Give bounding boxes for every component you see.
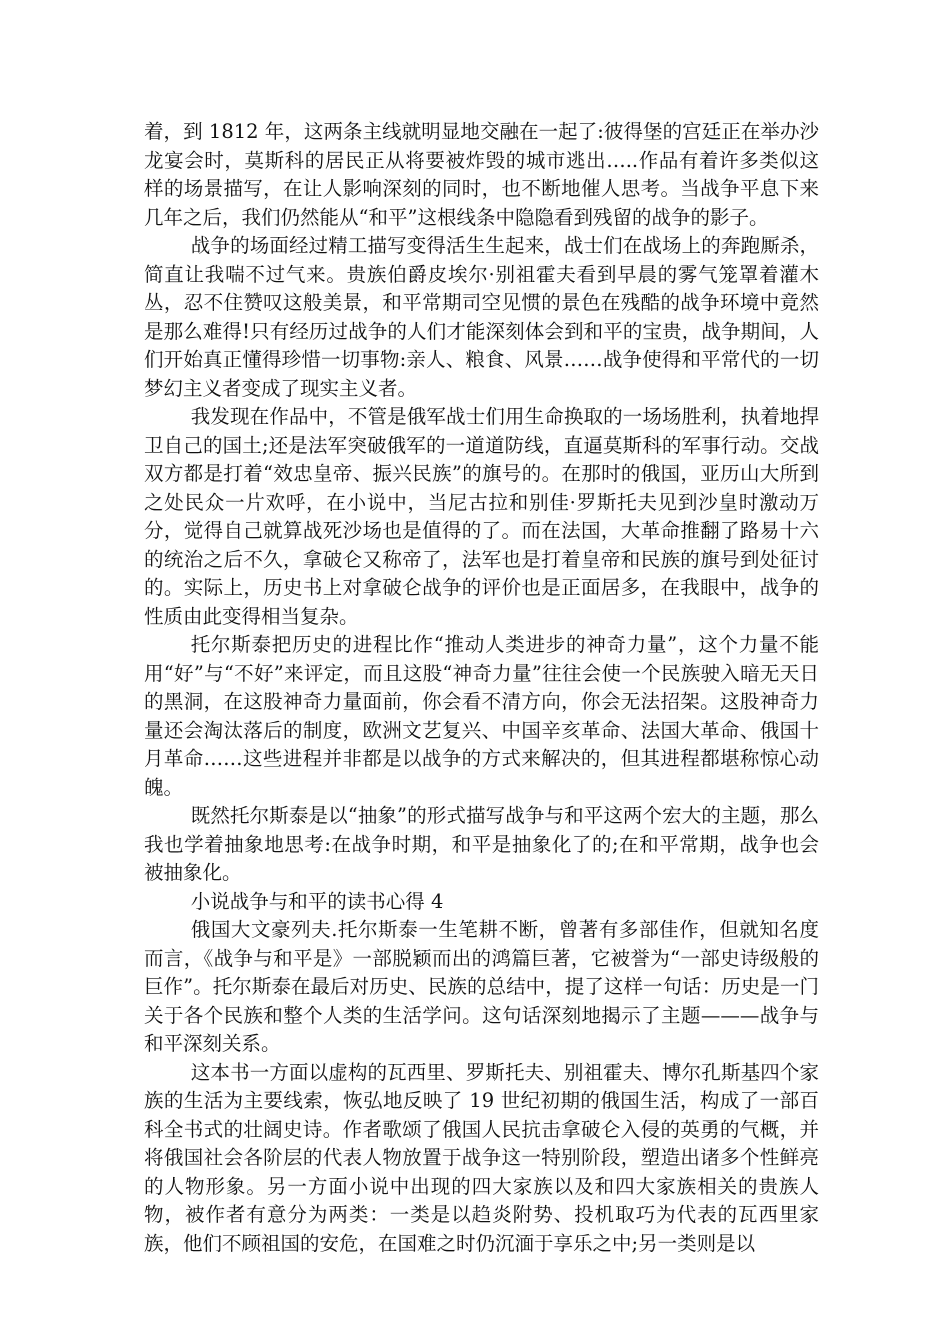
paragraph-abstract-thinking: 既然托尔斯泰是以“抽象”的形式描写战争与和平这两个宏大的主题，那么我也学着抽象地思考:在战争时期，和平是抽象化了的;在和平常期，战争也会被抽象化。 (144, 804, 819, 884)
paragraph-four-families: 这本书一方面以虚构的瓦西里、罗斯托夫、别祖霍夫、博尔孔斯基四个家族的生活为主要线索，恢弘地反映了 19 世纪初期的俄国生活，构成了一部百科全书式的壮阔史诗。作者歌颂了俄国人民抗击拿破仑入侵的英勇的气概，并将俄国社会各阶层的代表人物放置于战争这一特别阶段，塑造出诸多个性鲜亮的人物形象。另一方面小说中出现的四大家族以及和四大家族相关的贵族人物，被作者有意分为两类：一类是以趋炎附势、投机取巧为代表的瓦西里家族，他们不顾祖国的安危，在国难之时仍沉湎于享乐之中;另一类则是以 (144, 1060, 819, 1255)
paragraph-battle-scenes: 战争的场面经过精工描写变得活生生起来，战士们在战场上的奔跑厮杀，简直让我喘不过气来。贵族伯爵皮埃尔·别祖霍夫看到早晨的雾气笼罩着灌木丛，忍不住赞叹这般美景，和平常期司空见惯的景色在残酷的战争环境中竟然是那么难得!只有经历过战争的人们才能深刻体会到和平的宝贵，战争期间，人们开始真正懂得珍惜一切事物:亲人、粮食、风景……战争使得和平常代的一切梦幻主义者变成了现实主义者。 (144, 234, 819, 400)
paragraph-tolstoy-intro: 俄国大文豪列夫.托尔斯泰一生笔耕不断，曾著有多部佳作，但就知名度而言，《战争与和平是》一部脱颖而出的鸿篇巨著，它被誉为“一部史诗级般的巨作”。托尔斯泰在最后对历史、民族的总结中，提了这样一句话：历史是一门关于各个民族和整个人类的生活学问。这句话深刻地揭示了主题———战争与和平深刻关系。 (144, 918, 819, 1055)
section-heading: 小说战争与和平的读书心得 4 (190, 889, 444, 913)
paragraph-continuation: 着，到 1812 年，这两条主线就明显地交融在一起了:彼得堡的宫廷正在举办沙龙宴会时，莫斯科的居民正从将要被炸毁的城市逃出…..作品有着许多类似这样的场景描写，在让人影响深刻的同时，也不断地催人思考。当战争平息下来几年之后，我们仍然能从“和平”这根线条中隐隐看到残留的战争的影子。 (144, 120, 819, 229)
paragraph-history-force: 托尔斯泰把历史的进程比作“推动人类进步的神奇力量”，这个力量不能用“好”与“不好”来评定，而且这股“神奇力量”往往会使一个民族驶入暗无天日的黑洞，在这股神奇力量面前，你会看不清方向，你会无法招架。这股神奇力量还会淘汰落后的制度，欧洲文艺复兴、中国辛亥革命、法国大革命、俄国十月革命……这些进程并非都是以战争的方式来解决的，但其进程都堪称惊心动魄。 (144, 633, 819, 799)
document-page (144, 118, 819, 1258)
paragraph-both-sides: 我发现在作品中，不管是俄军战士们用生命换取的一场场胜利，执着地捍卫自己的国土;还是法军突破俄军的一道道防线，直逼莫斯科的军事行动。交战双方都是打着“效忠皇帝、振兴民族”的旗号的。在那时的俄国，亚历山大所到之处民众一片欢呼，在小说中，当尼古拉和别佳·罗斯托夫见到沙皇时激动万分，觉得自己就算战死沙场也是值得的了。而在法国，大革命推翻了路易十六的统治之后不久，拿破仑又称帝了，法军也是打着皇帝和民族的旗号到处征讨的。实际上，历史书上对拿破仑战争的评价也是正面居多，在我眼中，战争的性质由此变得相当复杂。 (144, 405, 819, 628)
